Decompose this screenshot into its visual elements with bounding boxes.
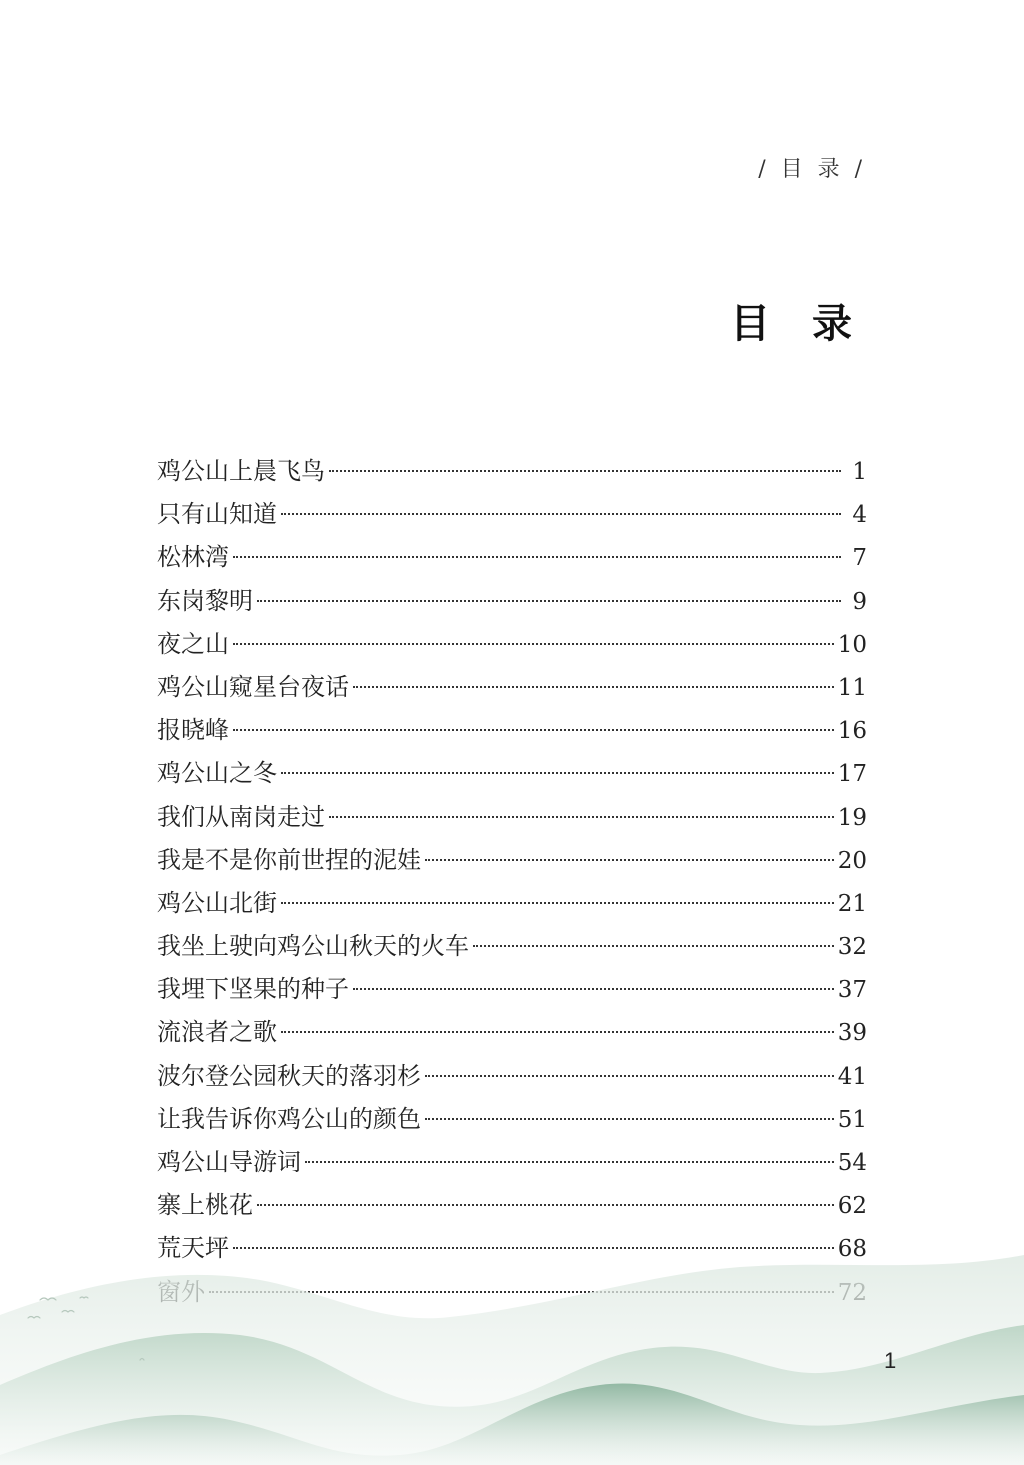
bird-icon — [28, 1317, 40, 1319]
toc-entry[interactable] — [157, 752, 867, 795]
dot-leader — [233, 556, 841, 558]
toc-entry[interactable] — [157, 925, 867, 968]
bird-icon — [140, 1359, 144, 1361]
toc-entry-title: 我坐上驶向鸡公山秋天的火车 — [157, 932, 469, 961]
toc-entry-title: 夜之山 — [157, 629, 229, 658]
toc-entry-title: 我是不是你前世捏的泥娃 — [157, 845, 421, 874]
toc-entry-title: 报晓峰 — [157, 716, 229, 745]
toc-page-number: 20 — [837, 847, 867, 874]
toc-entry-title: 流浪者之歌 — [157, 1018, 277, 1047]
dot-leader — [353, 686, 834, 688]
toc-entry[interactable] — [157, 839, 867, 882]
dot-leader — [305, 1161, 834, 1163]
toc-page-number: 11 — [837, 674, 867, 701]
running-header: / 目 录 / — [758, 157, 866, 182]
toc-page-number: 37 — [837, 977, 867, 1004]
toc-entry-title: 荒天坪 — [157, 1234, 229, 1263]
dot-leader — [233, 1247, 834, 1249]
dot-leader — [425, 859, 834, 861]
toc-page-number: 10 — [837, 631, 867, 658]
toc-entry[interactable] — [157, 1055, 867, 1098]
toc-entry-title: 波尔登公园秋天的落羽杉 — [157, 1061, 421, 1090]
toc-entry[interactable] — [157, 709, 867, 752]
toc-entry-title: 我埋下坚果的种子 — [157, 975, 349, 1004]
toc-entry-title: 鸡公山窥星台夜话 — [157, 672, 349, 701]
toc-page-number: 39 — [837, 1020, 867, 1047]
toc-page-number: 16 — [837, 718, 867, 745]
toc-entry-title: 只有山知道 — [157, 500, 277, 529]
toc-entry[interactable] — [157, 1184, 867, 1227]
page-number: 1 — [884, 1348, 897, 1373]
toc-entry-title: 鸡公山北街 — [157, 888, 277, 917]
dot-leader — [329, 816, 834, 818]
toc-page-number: 62 — [837, 1193, 867, 1220]
dot-leader — [281, 513, 841, 515]
dot-leader — [425, 1075, 834, 1077]
dot-leader — [281, 772, 834, 774]
bird-icon — [62, 1311, 74, 1313]
dot-leader — [233, 643, 834, 645]
dot-leader — [281, 1031, 834, 1033]
toc-entry-title: 松林湾 — [157, 543, 229, 572]
toc-entry-title: 让我告诉你鸡公山的颜色 — [157, 1104, 421, 1133]
toc-page-number: 4 — [852, 502, 867, 529]
toc-entry[interactable] — [157, 1141, 867, 1184]
toc-entry-title: 鸡公山上晨飞鸟 — [157, 457, 325, 485]
dot-leader — [281, 902, 834, 904]
toc-page-number: 54 — [837, 1150, 867, 1176]
toc-page-number: 1 — [852, 459, 867, 485]
toc-entry[interactable] — [157, 1011, 867, 1054]
toc-entry-title: 寨上桃花 — [157, 1191, 253, 1220]
toc-entry[interactable] — [157, 493, 867, 536]
bird-icon — [40, 1298, 56, 1300]
toc-entry[interactable] — [157, 536, 867, 579]
toc-page-number: 68 — [837, 1236, 867, 1263]
toc-entry[interactable] — [157, 968, 867, 1011]
dot-leader — [473, 945, 834, 947]
bird-flock-decoration — [0, 1270, 200, 1370]
toc-entry-title: 我们从南岗走过 — [157, 802, 325, 831]
toc-entry[interactable] — [157, 882, 867, 925]
bird-icon — [80, 1297, 88, 1298]
dot-leader — [257, 1204, 834, 1206]
toc-entry[interactable] — [157, 450, 867, 493]
dot-leader — [353, 988, 834, 990]
table-of-contents — [157, 450, 867, 1314]
toc-page-number: 9 — [852, 588, 867, 615]
dot-leader — [329, 470, 841, 472]
toc-entry[interactable] — [157, 666, 867, 709]
toc-page-number: 7 — [852, 545, 867, 572]
toc-entry-title: 鸡公山之冬 — [157, 759, 277, 788]
toc-entry[interactable] — [157, 796, 867, 839]
toc-page-number: 21 — [837, 890, 867, 917]
dot-leader — [233, 729, 834, 731]
toc-page-number: 17 — [837, 761, 867, 788]
toc-entry-title: 鸡公山导游词 — [157, 1148, 301, 1176]
dot-leader — [425, 1118, 834, 1120]
toc-entry[interactable] — [157, 580, 867, 623]
toc-page-number: 32 — [837, 934, 867, 961]
toc-entry-title: 东岗黎明 — [157, 586, 253, 615]
dot-leader — [257, 600, 841, 602]
toc-page-number: 19 — [837, 804, 867, 831]
toc-page-number: 51 — [837, 1106, 867, 1133]
page-title: 目 录 — [730, 300, 866, 347]
toc-entry[interactable] — [157, 623, 867, 666]
toc-page-number: 41 — [837, 1063, 867, 1090]
toc-entry[interactable] — [157, 1098, 867, 1141]
